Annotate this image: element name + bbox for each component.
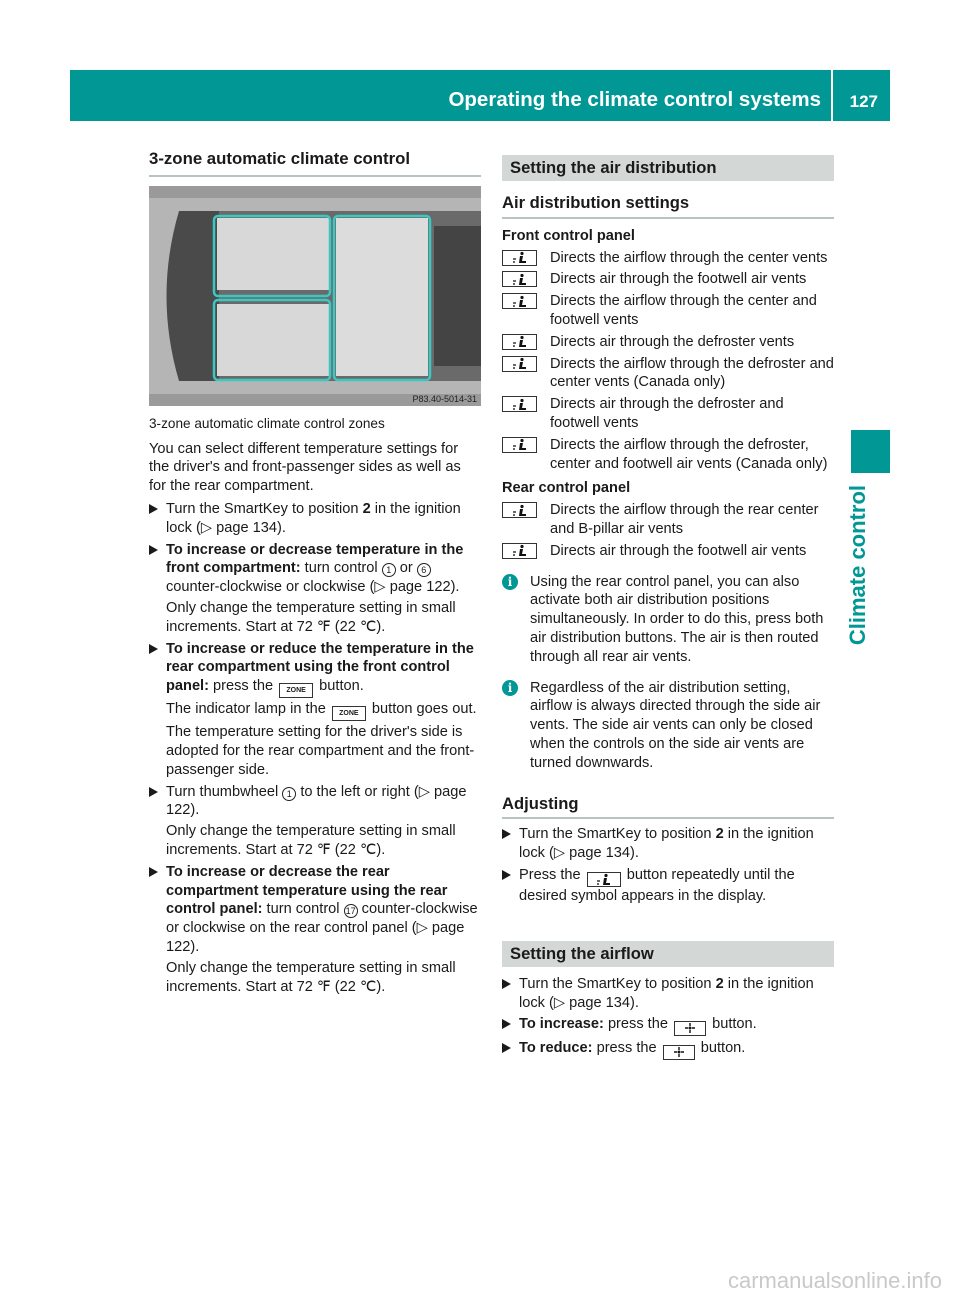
- step-bold-text: To increase or reduce the temperature in the rear compartment using the front control panel:: [166, 640, 474, 695]
- arrow-bullet-icon: [502, 870, 511, 880]
- air-distribution-setting: [502, 542, 834, 561]
- step-text: button.: [708, 1016, 757, 1033]
- step-paragraph: [519, 1015, 834, 1036]
- step-item: [149, 783, 481, 860]
- step-text: turn control: [300, 560, 382, 577]
- step-text: press the: [603, 1016, 673, 1033]
- step-item: [502, 1015, 834, 1036]
- step-text: Only change the temperature setting in small increments. Start at 72 ℉ (22 ℃).: [166, 599, 456, 635]
- defroster-vents-icon: [502, 334, 537, 350]
- setting-description: Directs air through the defroster vents: [550, 333, 795, 350]
- circled-number-1: 1: [282, 787, 296, 801]
- info-note: [502, 679, 834, 773]
- note-text: Regardless of the air distribution setting, airflow is always directed through the side air vents. The side air vents can only be closed when the controls on the side air vents are turned downwards.: [530, 679, 821, 771]
- step-paragraph: [166, 783, 481, 821]
- adjust-step-list: [502, 825, 834, 905]
- step-text: Only change the temperature setting in small increments. Start at 72 ℉ (22 ℃).: [166, 823, 456, 858]
- figure-code: P83.40-5014-31: [412, 393, 477, 404]
- step-list: [149, 500, 481, 996]
- front-settings-list: [502, 249, 834, 474]
- step-bold-text: To increase or decrease the rear compartment temperature using the rear control panel:: [166, 863, 448, 918]
- footwell-vents-icon: [502, 271, 537, 287]
- figure-caption: 3-zone automatic climate control zones: [149, 415, 385, 431]
- step-paragraph: [519, 975, 834, 1013]
- zone-button-icon: ZONE: [332, 706, 366, 721]
- step-paragraph: [166, 541, 481, 597]
- circled-number-17: 17: [345, 906, 356, 917]
- center-vents-icon: [502, 250, 537, 266]
- chapter-tab: [851, 430, 890, 473]
- step-bold-text: 2: [362, 500, 371, 517]
- step-item: [149, 640, 481, 780]
- rear-control-panel-label: Rear control panel: [502, 480, 631, 497]
- step-bold-text: 2: [715, 826, 724, 843]
- airflow-step-list: [502, 975, 834, 1061]
- step-paragraph: [166, 700, 481, 721]
- arrow-bullet-icon: [502, 1019, 511, 1029]
- step-text: button.: [696, 1040, 746, 1057]
- step-item: [502, 975, 834, 1013]
- zone-button-icon: ZONE: [279, 683, 313, 698]
- air-distribution-setting: [502, 292, 834, 330]
- fan-increase-icon: [674, 1021, 706, 1036]
- car-top-view-image: [149, 186, 481, 406]
- arrow-bullet-icon: [149, 644, 158, 654]
- step-text: button repeatedly until the desired symbol appears in the display.: [519, 866, 795, 904]
- air-distribution-setting: [502, 436, 834, 474]
- step-paragraph: [519, 825, 834, 863]
- setting-description: Directs air through the footwell air vents: [550, 542, 807, 559]
- step-text: The temperature setting for the driver's side is adopted for the rear compartment and the front-passenger side.: [166, 724, 475, 778]
- chapter-side-label: Climate control: [845, 485, 870, 646]
- step-item: [502, 866, 834, 906]
- arrow-bullet-icon: [149, 545, 158, 555]
- section-banner-air-distribution: Setting the air distribution: [502, 155, 834, 181]
- subheading-adjusting: Adjusting: [502, 795, 834, 820]
- air-distribution-setting: [502, 395, 834, 433]
- step-paragraph: [166, 723, 481, 779]
- step-item: [502, 825, 834, 863]
- rear-settings-list: [502, 501, 834, 560]
- step-text: press the: [208, 678, 278, 695]
- step-item: [149, 541, 481, 637]
- arrow-bullet-icon: [502, 829, 511, 839]
- step-paragraph: [166, 822, 481, 860]
- step-text: in the ignition lock (▷ page 134).: [519, 975, 814, 1011]
- header-divider: [831, 70, 833, 121]
- step-text: Turn thumbwheel: [166, 783, 283, 800]
- left-column: [149, 150, 481, 996]
- air-distribution-setting: [502, 501, 834, 539]
- page-number: 127: [849, 92, 878, 111]
- rear-center-b-pillar-vents-icon: [502, 502, 537, 518]
- step-text: in the ignition lock (▷ page 134).: [519, 826, 814, 862]
- info-icon: i: [502, 680, 518, 696]
- air-distribution-setting: [502, 270, 834, 289]
- section-heading: 3-zone automatic climate control: [149, 150, 481, 177]
- subheading-air-distribution-settings: Air distribution settings: [502, 194, 834, 219]
- right-column: [502, 155, 834, 1060]
- defroster-center-footwell-vents-icon: [502, 437, 537, 453]
- air-distribution-button-icon: [587, 872, 621, 887]
- rear-footwell-vents-icon: [502, 543, 537, 559]
- info-icon: i: [502, 574, 518, 590]
- air-distribution-setting: [502, 355, 834, 393]
- setting-description: Directs the airflow through the defroster, center and footwell air vents (Canada only): [550, 436, 828, 472]
- setting-description: Directs air through the defroster and footwell vents: [550, 396, 784, 431]
- step-paragraph: [166, 863, 481, 957]
- step-bold-text: 2: [715, 975, 724, 992]
- arrow-bullet-icon: [149, 867, 158, 877]
- defroster-center-vents-icon: [502, 356, 537, 372]
- step-paragraph: [166, 599, 481, 637]
- step-paragraph: [166, 640, 481, 699]
- air-distribution-setting: [502, 333, 834, 352]
- step-text: Turn the SmartKey to position: [166, 500, 363, 517]
- step-paragraph: [519, 866, 834, 906]
- step-paragraph: [166, 959, 481, 997]
- step-paragraph: [166, 500, 481, 538]
- step-item: [149, 500, 481, 538]
- setting-description: Directs the airflow through the center and footwell vents: [550, 293, 817, 328]
- step-text: or: [395, 560, 417, 577]
- note-text: Using the rear control panel, you can also activate both air distribution positions simultaneously. In order to do this, press both air distribution buttons. The air is then routed through all rear air vents.: [530, 573, 824, 665]
- intro-paragraph: You can select different temperature settings for the driver's and front-passenger sides as well as for the rear compartment.: [149, 440, 461, 495]
- step-text: The indicator lamp in the: [166, 701, 330, 718]
- circled-number-1: 1: [382, 563, 396, 577]
- step-text: in the ignition lock (▷ page 134).: [166, 500, 461, 536]
- setting-description: Directs the airflow through the defroster and center vents (Canada only): [550, 355, 834, 391]
- setting-description: Directs the airflow through the rear center and B-pillar air vents: [550, 502, 819, 537]
- step-text: button.: [315, 678, 364, 695]
- info-note: [502, 573, 834, 667]
- defroster-footwell-vents-icon: [502, 396, 537, 412]
- step-text: counter-clockwise or clockwise (▷ page 122).: [166, 579, 460, 596]
- step-text: turn control: [262, 901, 344, 918]
- step-text: counter-clockwise or clockwise on the rear control panel (▷ page 122).: [166, 901, 478, 955]
- arrow-bullet-icon: [149, 787, 158, 797]
- step-bold-text: To reduce:: [519, 1040, 593, 1057]
- step-bold-text: To increase:: [519, 1016, 604, 1033]
- setting-description: Directs the airflow through the center vents: [550, 249, 828, 266]
- step-bold-text: To increase or decrease temperature in the front compartment:: [166, 541, 464, 577]
- front-control-panel-label: Front control panel: [502, 227, 635, 244]
- step-item: [149, 863, 481, 997]
- arrow-bullet-icon: [149, 504, 158, 514]
- arrow-bullet-icon: [502, 1043, 511, 1053]
- step-text: Press the: [519, 866, 585, 883]
- page-header: [70, 70, 890, 121]
- circled-number-6: 6: [417, 563, 431, 577]
- setting-description: Directs air through the footwell air vents: [550, 271, 807, 288]
- arrow-bullet-icon: [502, 979, 511, 989]
- fan-reduce-icon: [663, 1045, 695, 1060]
- step-paragraph: [519, 1039, 834, 1060]
- center-footwell-vents-icon: [502, 293, 537, 309]
- step-text: button goes out.: [367, 701, 477, 718]
- air-distribution-setting: [502, 249, 834, 268]
- climate-zones-figure: [149, 186, 481, 406]
- step-item: [502, 1039, 834, 1060]
- watermark: carmanualsonline.info: [727, 1268, 942, 1293]
- step-text: Turn the SmartKey to position: [519, 975, 716, 992]
- step-text: press the: [592, 1040, 661, 1057]
- chapter-title: Operating the climate control systems: [448, 88, 821, 111]
- step-text: to the left or right (▷ page 122).: [166, 783, 467, 819]
- section-banner-airflow: Setting the airflow: [502, 941, 834, 967]
- step-text: Only change the temperature setting in small increments. Start at 72 ℉ (22 ℃).: [166, 959, 456, 995]
- step-text: Turn the SmartKey to position: [519, 826, 716, 843]
